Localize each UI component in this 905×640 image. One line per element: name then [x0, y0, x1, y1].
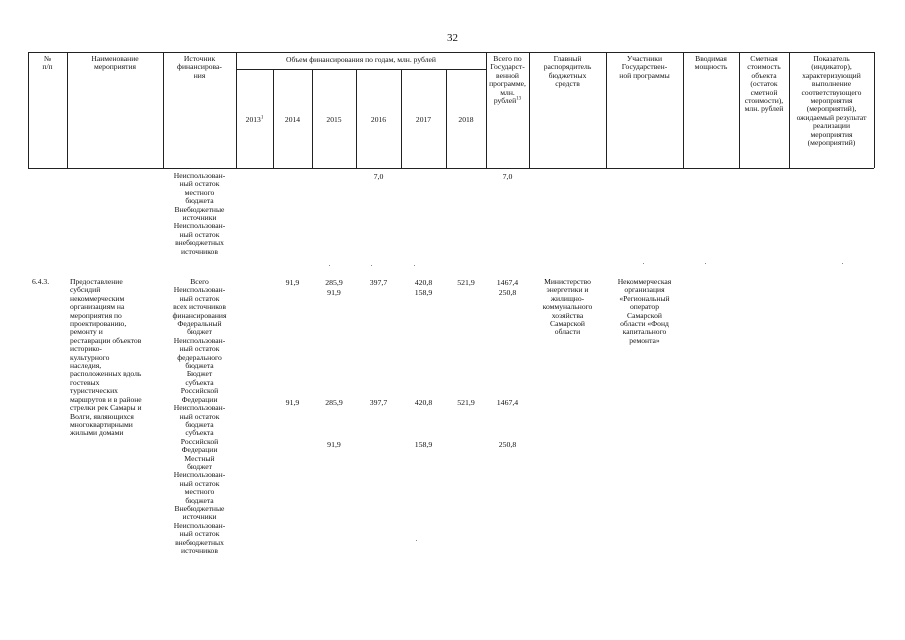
col-border-10: [874, 52, 875, 168]
subject-sum: 1467,4: [496, 398, 519, 407]
header-indicator: Показатель (индикатор), характеризующий выполнение соответствующего мероприятия (мероприятий), ожидаемый результат реализации мероприятия (мероприятий): [796, 54, 867, 148]
row-643-name: Предоставление субсидий некоммерческим организациям на мероприятия по проектированию, ремонту и реставрации объектов историко- культурного наследия, расположенных вдоль гостевых туристических маршрутов и в районе стрелки рек Самары и Волги, являющихся многоквартирными жилыми домами: [70, 277, 142, 438]
scan-dot: [705, 263, 706, 264]
unused-sum: 250,8: [498, 288, 517, 297]
header-total: [486, 55, 529, 105]
subject-2018: 521,9: [457, 398, 475, 407]
top-block-source: Неиспользован- ный остаток местного бюджета Внебюджетные источники Неиспользован- ный остаток внебюджетных источников: [173, 171, 226, 256]
scan-dot: [643, 263, 644, 264]
header-num: № п/п: [42, 54, 53, 72]
unused-2017: 158,9: [414, 288, 433, 297]
header-participants: Участники Государствен- ной программы: [619, 54, 670, 80]
header-name: Наименование мероприятия: [91, 54, 139, 72]
col-border-3: [236, 52, 237, 168]
header-year-2016: 2016: [370, 115, 387, 124]
subject-2016: 397,7: [369, 398, 388, 407]
row-643-number: 6.4.3.: [32, 277, 50, 286]
total-2014: 91,9: [285, 278, 300, 287]
top-block-2016: 7,0: [373, 172, 384, 181]
header-bottom-border: [28, 168, 874, 169]
row-643-source: Всего Неиспользован- ный остаток всех источников финансирования Федеральный бюджет Неиспользован- ный остаток федерального бюджета Бюджет субъекта Российской Федерации Неиспользован- ный остаток бюджета субъекта Российской Федерации Местный бюджет Неиспользован- ный остаток местного бюджета Внебюджетные источники Неиспользован- ный остаток внебюджетных источников: [172, 277, 227, 555]
year-2013-footnote: 1: [260, 115, 264, 121]
subject-unused-2015: 91,9: [327, 440, 341, 449]
header-year-2014: 2014: [284, 115, 301, 124]
total-2016: 397,7: [369, 278, 388, 287]
scan-dot: [414, 265, 415, 266]
header-source: Источник финансирова- ния: [177, 54, 222, 80]
scan-dot: [329, 265, 330, 266]
header-year-2018: 2018: [458, 115, 474, 124]
header-chief: Главный распорядитель бюджетных средств: [543, 54, 592, 89]
year-2013-label: 2013: [245, 115, 261, 124]
header-year-2017: 2017: [415, 115, 432, 124]
subject-2014: 91,9: [285, 398, 300, 407]
header-year-2015: 2015: [326, 115, 342, 124]
page-number: 32: [447, 32, 458, 44]
total-2017: 420,8: [414, 278, 433, 287]
scan-dot: [842, 263, 843, 264]
scan-dot: [416, 540, 417, 541]
unused-2015: 91,9: [327, 288, 341, 297]
total-sum: 1467,4: [496, 278, 519, 287]
table-top-border: [28, 52, 874, 53]
subject-unused-2017: 158,9: [414, 440, 433, 449]
subject-2015: 285,9: [325, 398, 343, 407]
header-cost: Сметная стоимость объекта (остаток сметной стоимости), млн. рублей: [744, 54, 784, 114]
total-2015: 285,9: [325, 278, 343, 287]
header-total-text: Всего по Государст- венной программе, млн. рублей: [489, 54, 526, 106]
subject-unused-sum: 250,8: [498, 440, 517, 449]
header-volume: Объем финансирования по годам, млн. рублей: [286, 55, 436, 64]
header-year-2013: [236, 116, 273, 124]
subject-2017: 420,8: [414, 398, 433, 407]
scan-dot: [371, 265, 372, 266]
header-capacity: Вводимая мощность: [694, 54, 728, 72]
total-2018: 521,9: [457, 278, 475, 287]
top-block-total: 7,0: [502, 172, 513, 181]
header-total-footnote: 13: [516, 96, 522, 102]
row-643-participants: Некоммерческая организация «Региональный оператор Самарской области «Фонд капитального ремонта»: [617, 277, 672, 345]
row-643-chief: Министерство энергетики и жилищно- коммунального хозяйства Самарской области: [542, 277, 593, 337]
